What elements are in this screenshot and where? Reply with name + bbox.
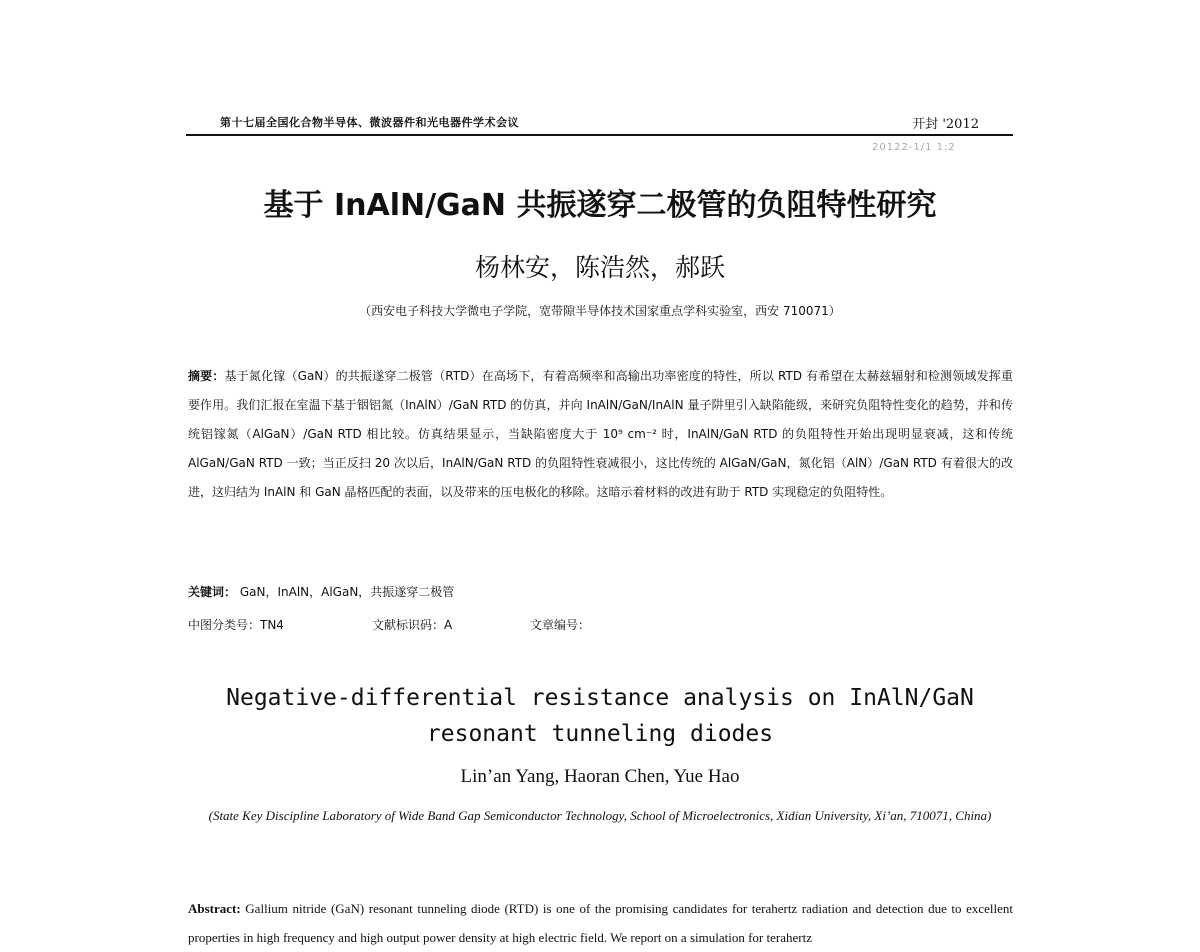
english-affiliation: (State Key Discipline Laboratory of Wide Band Gap Semiconductor Technology, School of Microelectronics, Xidian University, Xi’an, 710071, China) <box>208 808 992 823</box>
document-code: 文献标识码：A <box>372 618 453 632</box>
chinese-keywords <box>188 583 454 600</box>
chinese-abstract <box>188 362 1013 507</box>
chinese-affiliation: （西安电子科技大学微电子学院，宽带隙半导体技术国家重点学科实验室，西安 710071） <box>359 304 841 318</box>
location-year: 开封 '2012 <box>912 117 979 132</box>
english-abstract <box>188 894 1013 952</box>
english-abstract-text: Gallium nitride (GaN) resonant tunneling diode (RTD) is one of the promising candidates for terahertz radiation and detection due to excellent properties in high frequency and high output power density at high electric field. We report on a simulation for terahertz <box>188 901 1014 945</box>
english-title <box>0 680 1200 752</box>
chinese-title: 基于 InAlN/GaN 共振遂穿二极管的负阻特性研究 <box>263 188 937 223</box>
chinese-authors: 杨林安，陈浩然，郝跃 <box>474 253 725 282</box>
page-stamp: 20122-1/1 1:2 <box>872 142 956 153</box>
chinese-abstract-label: 摘要： <box>188 369 225 383</box>
english-authors: Lin’an Yang, Haoran Chen, Yue Hao <box>460 766 740 787</box>
class-number: 中图分类号：TN4 <box>188 618 284 632</box>
english-abstract-label: Abstract: <box>188 901 241 916</box>
running-header <box>186 112 1013 136</box>
english-title-line2: resonant tunneling diodes <box>426 721 774 747</box>
keywords-text: GaN，InAlN，AlGaN，共振遂穿二极管 <box>239 585 455 599</box>
english-title-line1: Negative-differential resistance analysis on InAlN/GaN <box>226 685 974 711</box>
article-number: 文章编号： <box>530 618 591 632</box>
classification-line <box>188 616 888 633</box>
chinese-abstract-text: 基于氮化镓（GaN）的共振遂穿二极管（RTD）在高场下，有着高频率和高输出功率密度的特性，所以 RTD 有希望在太赫兹辐射和检测领域发挥重要作用。我们汇报在室温下基于铟铝氮（InAlN）/GaN RTD 的仿真，并向 InAlN/GaN/InAlN 量子阱里引入缺陷能级，来研究负阻特性变化的趋势，并和传统铝镓氮（AlGaN）/GaN RTD 相比较。仿真结果显示，当缺陷密度大于 10⁹ cm⁻² 时，InAlN/GaN RTD 的负阻特性开始出现明显衰减，这和传统 AlGaN/GaN RTD 一致；当正反扫 20 次以后，InAlN/GaN RTD 的负阻特性衰减很小，这比传统的 AlGaN/GaN，氮化铝（AlN）/GaN RTD 有着很大的改进，这归结为 InAlN 和 GaN 晶格匹配的表面，以及带来的压电极化的移除。这暗示着材料的改进有助于 RTD 实现稳定的负阻特性。 <box>188 369 1013 499</box>
conference-name: 第十七届全国化合物半导体、微波器件和光电器件学术会议 <box>220 116 519 129</box>
keywords-label: 关键词： <box>188 585 237 599</box>
